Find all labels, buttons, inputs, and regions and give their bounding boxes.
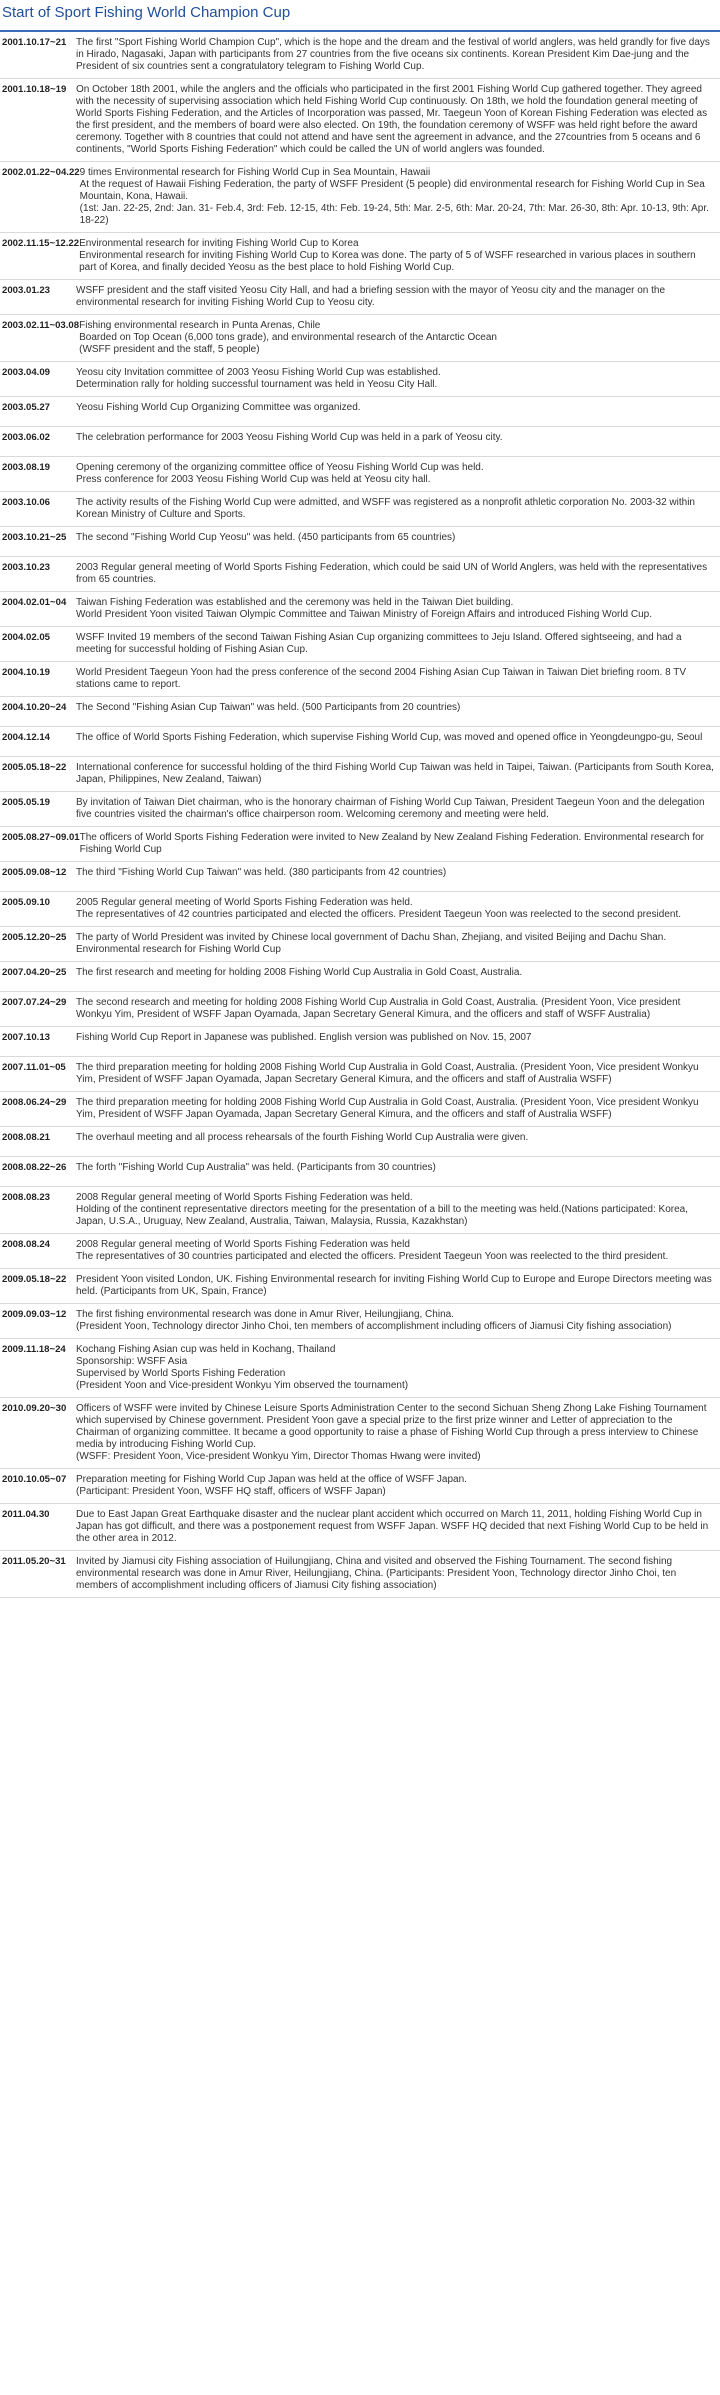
event-description (76, 632, 720, 656)
timeline-row (0, 992, 720, 1027)
timeline-row (0, 892, 720, 927)
event-date: 2010.10.05~07 (2, 1474, 67, 1485)
event-date: 2003.10.06 (2, 497, 51, 508)
event-text-line: 2005 Regular general meeting of World Sports Fishing Federation was held. (76, 897, 413, 908)
timeline-row (0, 592, 720, 627)
timeline-row (0, 1057, 720, 1092)
event-text-line: (1st: Jan. 22-25, 2nd: Jan. 31- Feb.4, 3rd: Feb. 12-15, 4th: Feb. 19-24, 5th: Mar. 2-5, 6th: Mar. 20-24, 7th: Mar. 26-30, 8th: Apr. 10-13, 9th: Apr. 18-22) (79, 203, 709, 226)
event-description (76, 932, 720, 956)
event-description (76, 1239, 720, 1263)
event-text-line: The activity results of the Fishing World Cup were admitted, and WSFF was registered as a nonprofit athletic corporation No. 2003-32 within Korean Ministry of Culture and Sports. (76, 497, 695, 520)
event-description (76, 462, 720, 486)
event-description (76, 367, 720, 391)
event-text-line: The third preparation meeting for holding 2008 Fishing World Cup Australia in Gold Coast, Australia. (President Yoon, Vice president Wonkyu Yim, President of WSFF Japan Oyamada, Japan Secretary General Kimura, and the officers and staff of Australia WSFF) (76, 1062, 699, 1085)
event-description (76, 432, 720, 451)
event-text-line: Opening ceremony of the organizing committee office of Yeosu Fishing World Cup was held. (76, 462, 484, 473)
event-date: 2005.09.10 (2, 897, 51, 908)
timeline-row (0, 1339, 720, 1398)
event-text-line: The representatives of 30 countries participated and elected the officers. President Taegeun Yoon was reelected to the third president. (76, 1251, 669, 1262)
event-description (76, 562, 720, 586)
event-description (76, 702, 720, 721)
event-date: 2003.05.27 (2, 402, 51, 413)
event-text-line: Invited by Jiamusi city Fishing association of Huilungjiang, China and visited and observed the Fishing Tournament. The second fishing environmental research was done in Amur River, Heilungjiang, China. (Participants: President Yoon, Technology director Jinho Choi, ten members of accomplishment including officers of Jiamusi City fishing association) (76, 1556, 677, 1591)
event-description (76, 732, 720, 751)
event-description (76, 1344, 720, 1392)
event-text-line: Fishing World Cup Report in Japanese was published. English version was published on Nov. 15, 2007 (76, 1032, 532, 1043)
event-date: 2002.01.22~04.22 (2, 167, 80, 178)
event-description (76, 1474, 720, 1498)
event-text-line: The overhaul meeting and all process rehearsals of the fourth Fishing World Cup Australia were given. (76, 1132, 529, 1143)
event-description (79, 238, 720, 274)
timeline-row (0, 1127, 720, 1157)
event-description (79, 320, 720, 356)
event-description (80, 832, 720, 856)
event-date: 2005.05.18~22 (2, 762, 67, 773)
event-text-line: (President Yoon and Vice-president Wonkyu Yim observed the tournament) (76, 1380, 409, 1391)
timeline-row (0, 627, 720, 662)
event-description (76, 1309, 720, 1333)
event-date: 2003.10.21~25 (2, 532, 67, 543)
timeline-row (0, 662, 720, 697)
event-description (76, 1162, 720, 1181)
timeline-row (0, 1187, 720, 1234)
event-text-line: Boarded on Top Ocean (6,000 tons grade), and environmental research of the Antarctic Ocean (79, 332, 497, 343)
event-description (80, 167, 720, 227)
event-date: 2009.09.03~12 (2, 1309, 67, 1320)
timeline-row (0, 492, 720, 527)
event-text-line: The office of World Sports Fishing Federation, which supervise Fishing World Cup, was moved and opened office in Yeongdeungpo-gu, Seoul (76, 732, 703, 743)
event-text-line: WSFF Invited 19 members of the second Taiwan Fishing Asian Cup organizing committees to Jeju Island. Offered sightseeing, and had a meeting for successful holding of Fishing Asian Cup. (76, 632, 682, 655)
event-description (76, 967, 720, 986)
event-text-line: Taiwan Fishing Federation was established and the ceremony was held in the Taiwan Diet building. (76, 597, 514, 608)
event-text-line: World President Yoon visited Taiwan Olympic Committee and Taiwan Ministry of Foreign Affairs and introduced Fishing World Cup. (76, 609, 653, 620)
event-date: 2008.06.24~29 (2, 1097, 67, 1108)
event-text-line: The first fishing environmental research was done in Amur River, Heilungjiang, China. (76, 1309, 454, 1320)
timeline-row (0, 1092, 720, 1127)
event-date: 2005.09.08~12 (2, 867, 67, 878)
event-date: 2009.11.18~24 (2, 1344, 66, 1355)
timeline-row (0, 362, 720, 397)
timeline-row (0, 162, 720, 233)
event-description (76, 797, 720, 821)
event-text-line: World President Taegeun Yoon had the press conference of the second 2004 Fishing Asian Cup Taiwan in Taiwan Diet briefing room. 8 TV stations came to report. (76, 667, 687, 690)
event-description (76, 1403, 720, 1463)
event-date: 2003.04.09 (2, 367, 51, 378)
event-description (76, 1132, 720, 1151)
event-date: 2004.02.01~04 (2, 597, 67, 608)
event-date: 2011.05.20~31 (2, 1556, 66, 1567)
event-description (76, 532, 720, 551)
event-text-line: 2008 Regular general meeting of World Sports Fishing Federation was held (76, 1239, 410, 1250)
event-date: 2005.12.20~25 (2, 932, 67, 943)
event-text-line: 2008 Regular general meeting of World Sports Fishing Federation was held. (76, 1192, 413, 1203)
event-description (76, 497, 720, 521)
event-description (76, 1097, 720, 1121)
timeline-row (0, 79, 720, 162)
event-text-line: Yeosu city Invitation committee of 2003 Yeosu Fishing World Cup was established. (76, 367, 441, 378)
event-description (76, 762, 720, 786)
event-text-line: The forth "Fishing World Cup Australia" was held. (Participants from 30 countries) (76, 1162, 436, 1173)
event-text-line: The celebration performance for 2003 Yeosu Fishing World Cup was held in a park of Yeosu city. (76, 432, 503, 443)
event-date: 2005.05.19 (2, 797, 51, 808)
event-date: 2001.10.18~19 (2, 84, 67, 95)
event-description (76, 667, 720, 691)
event-date: 2003.08.19 (2, 462, 51, 473)
event-date: 2007.04.20~25 (2, 967, 67, 978)
event-description (76, 867, 720, 886)
event-text-line: Yeosu Fishing World Cup Organizing Committee was organized. (76, 402, 361, 413)
event-text-line: The party of World President was invited by Chinese local government of Dachu Shan, Zhejiang, and visited Beijing and Dachu Shan. Environmental research for Fishing World Cup (76, 932, 667, 955)
timeline-row (0, 315, 720, 362)
timeline-row (0, 727, 720, 757)
event-text-line: President Yoon visited London, UK. Fishing Environmental research for inviting Fishing World Cup to Europe and Europe Directors meeting was held. (Participants from UK, Spain, France) (76, 1274, 712, 1297)
timeline-row (0, 1234, 720, 1269)
event-date: 2004.10.20~24 (2, 702, 67, 713)
timeline-list (0, 32, 720, 1598)
event-date: 2003.06.02 (2, 432, 51, 443)
event-text-line: 2003 Regular general meeting of World Sports Fishing Federation, which could be said UN of World Anglers, was held with the representatives from 65 countries. (76, 562, 708, 585)
event-text-line: Supervised by World Sports Fishing Federation (76, 1368, 286, 1379)
timeline-row (0, 697, 720, 727)
timeline-row (0, 827, 720, 862)
event-description (76, 1274, 720, 1298)
event-description (76, 84, 720, 156)
event-date: 2003.10.23 (2, 562, 51, 573)
event-date: 2009.05.18~22 (2, 1274, 67, 1285)
timeline-row (0, 962, 720, 992)
event-text-line: By invitation of Taiwan Diet chairman, who is the honorary chairman of Fishing World Cup Taiwan, President Taegeun Yoon and the delegation five countries visited the chairman's office chairperson room. Welcoming ceremony and meeting were held. (76, 797, 705, 820)
event-text-line: 9 times Environmental research for Fishing World Cup in Sea Mountain, Hawaii (79, 167, 431, 178)
page-title: Start of Sport Fishing World Champion Cup (2, 4, 291, 21)
timeline-row (0, 397, 720, 427)
event-date: 2007.10.13 (2, 1032, 51, 1043)
event-date: 2008.08.22~26 (2, 1162, 67, 1173)
event-date: 2002.11.15~12.22 (2, 238, 80, 249)
timeline-row (0, 1304, 720, 1339)
event-date: 2008.08.21 (2, 1132, 51, 1143)
event-date: 2011.04.30 (2, 1509, 50, 1520)
event-text-line: WSFF president and the staff visited Yeosu City Hall, and had a briefing session with the mayor of Yeosu city and the manager on the environmental research for inviting Fishing World Cup to Yeosu city. (76, 285, 666, 308)
event-date: 2007.11.01~05 (2, 1062, 66, 1073)
event-date: 2001.10.17~21 (2, 37, 67, 48)
event-date: 2010.09.20~30 (2, 1403, 67, 1414)
event-text-line: On October 18th 2001, while the anglers and the officials who participated in the first 2001 Fishing World Cup gathered together. They agreed with the necessity of supervising association which held Fishing World Cup continuously. On 18th, we hold the foundation general meeting of World Sports Fishing Federation, and the Articles of Incorporation was passed, Mr. Taegeun Yoon of Korean Fishing Federation was elected as the first president, and the members of board were also elected. On 19th, the foundation ceremony of WSFF was held right before the award ceremony. Together with 8 countries that could not attend and have sent the agreement in advance, and the 27countries from 5 oceans and 6 continents, "World Sports Fishing Federation" which could be called the UN of world anglers was founded. (76, 84, 708, 155)
event-description (76, 1556, 720, 1592)
timeline-row (0, 1551, 720, 1598)
event-text-line: International conference for successful holding of the third Fishing World Cup Taiwan was held in Taipei, Taiwan. (Participants from South Korea, Japan, Philippines, New Zealand, Taiwan) (76, 762, 714, 785)
event-text-line: Environmental research for inviting Fishing World Cup to Korea (79, 238, 359, 249)
event-text-line: Due to East Japan Great Earthquake disaster and the nuclear plant accident which occurred on March 11, 2011, holding Fishing World Cup in Japan has got difficult, and there was a postponement request from WSFF Japan. WSFF HQ decided that next Fishing World Cup to be held in the other area in 2012. (76, 1509, 709, 1544)
timeline-row (0, 1504, 720, 1551)
event-text-line: Kochang Fishing Asian cup was held in Kochang, Thailand (76, 1344, 336, 1355)
event-description (76, 897, 720, 921)
timeline-row (0, 457, 720, 492)
timeline-row (0, 862, 720, 892)
event-text-line: Preparation meeting for Fishing World Cup Japan was held at the office of WSFF Japan. (76, 1474, 467, 1485)
event-description (76, 1509, 720, 1545)
event-text-line: The second "Fishing World Cup Yeosu" was held. (450 participants from 65 countries) (76, 532, 456, 543)
timeline-row (0, 557, 720, 592)
event-description (76, 402, 720, 421)
event-text-line: Press conference for 2003 Yeosu Fishing World Cup was held at Yeosu city hall. (76, 474, 431, 485)
event-text-line: The representatives of 42 countries participated and elected the officers. President Taegeun Yoon was reelected to the second president. (76, 909, 682, 920)
event-description (76, 997, 720, 1021)
timeline-row (0, 1269, 720, 1304)
event-text-line: The officers of World Sports Fishing Federation were invited to New Zealand by New Zealand Fishing Federation. Environmental research for Fishing World Cup (79, 832, 705, 855)
event-text-line: (WSFF: President Yoon, Vice-president Wonkyu Yim, Director Thomas Hwang were invited) (76, 1451, 481, 1462)
event-description (76, 1192, 720, 1228)
event-date: 2008.08.23 (2, 1192, 51, 1203)
event-date: 2003.02.11~03.08 (2, 320, 80, 331)
event-date: 2004.12.14 (2, 732, 51, 743)
event-text-line: (Participant: President Yoon, WSFF HQ staff, officers of WSFF Japan) (76, 1486, 386, 1497)
event-text-line: The third preparation meeting for holding 2008 Fishing World Cup Australia in Gold Coast, Australia. (President Yoon, Vice president Wonkyu Yim, President of WSFF Japan Oyamada, Japan Secretary General Kimura, and the officers and staff of Australia WSFF) (76, 1097, 699, 1120)
event-text-line: (President Yoon, Technology director Jinho Choi, ten members of accomplishment including officers of Jiamusi City fishing association) (76, 1321, 672, 1332)
event-text-line: (WSFF president and the staff, 5 people) (79, 344, 260, 355)
event-text-line: At the request of Hawaii Fishing Federation, the party of WSFF President (5 people) did environmental research for Fishing World Cup in Sea Mountain, Kona, Hawaii. (79, 179, 705, 202)
event-text-line: Sponsorship: WSFF Asia (76, 1356, 188, 1367)
event-date: 2007.07.24~29 (2, 997, 67, 1008)
timeline-row (0, 1469, 720, 1504)
timeline-row (0, 792, 720, 827)
event-date: 2004.10.19 (2, 667, 51, 678)
event-text-line: Officers of WSFF were invited by Chinese Leisure Sports Administration Center to the second Sichuan Sheng Zhong Lake Fishing Tournament which supervised by Chinese government. President Yoon gave a special prize to the first prize winner and Letter of appreciation to the Chairman of organizing committee. It became a good opportunity to raise a phase of Fishing World Cup through a press interview to Chinese media by introducing Fishing World Cup. (76, 1403, 707, 1450)
timeline-row (0, 427, 720, 457)
event-text-line: The second research and meeting for holding 2008 Fishing World Cup Australia in Gold Coast, Australia. (President Yoon, Vice president Wonkyu Yim, President of WSFF Japan Oyamada, Japan Secretary General Kimura, and the officers and staff of WSFF Australia) (76, 997, 681, 1020)
event-text-line: Environmental research for inviting Fishing World Cup to Korea was done. The party of 5 of WSFF researched in various places in southern part of Korea, and finally decided Yeosu as the best place to hold Fishing World Cup. (79, 250, 696, 273)
event-description (76, 1062, 720, 1086)
timeline-row (0, 1027, 720, 1057)
event-description (76, 285, 720, 309)
event-date: 2003.01.23 (2, 285, 51, 296)
event-description (76, 597, 720, 621)
event-text-line: Determination rally for holding successful tournament was held in Yeosu City Hall. (76, 379, 438, 390)
timeline-row (0, 757, 720, 792)
event-text-line: The first "Sport Fishing World Champion Cup", which is the hope and the dream and the festival of world anglers, was held grandly for five days in Hirado, Nagasaki, Japan with participants from 27 countries from the five oceans six continents. Korean President Kim Dae-jung and the President of six countries sent a congratulatory telegram to Fishing World Cup. (76, 37, 710, 72)
event-date: 2008.08.24 (2, 1239, 51, 1250)
event-text-line: The third "Fishing World Cup Taiwan" was held. (380 participants from 42 countries) (76, 867, 447, 878)
timeline-row (0, 527, 720, 557)
event-text-line: The first research and meeting for holding 2008 Fishing World Cup Australia in Gold Coast, Australia. (76, 967, 523, 978)
event-description (76, 37, 720, 73)
timeline-row (0, 1398, 720, 1469)
event-date: 2004.02.05 (2, 632, 51, 643)
event-text-line: Fishing environmental research in Punta Arenas, Chile (79, 320, 321, 331)
event-description (76, 1032, 720, 1051)
event-date: 2005.08.27~09.01 (2, 832, 80, 843)
timeline-row (0, 280, 720, 315)
event-text-line: Holding of the continent representative directors meeting for the presentation of a bill to the meeting was held.(Nations participated: Korea, Japan, U.S.A., Uruguay, New Zealand, Australia, Taiwan, Malaysia, Russia, Kazakhstan) (76, 1204, 689, 1227)
timeline-row (0, 233, 720, 280)
timeline-row (0, 1157, 720, 1187)
timeline-row (0, 32, 720, 79)
timeline-row (0, 927, 720, 962)
event-text-line: The Second "Fishing Asian Cup Taiwan" was held. (500 Participants from 20 countries) (76, 702, 461, 713)
